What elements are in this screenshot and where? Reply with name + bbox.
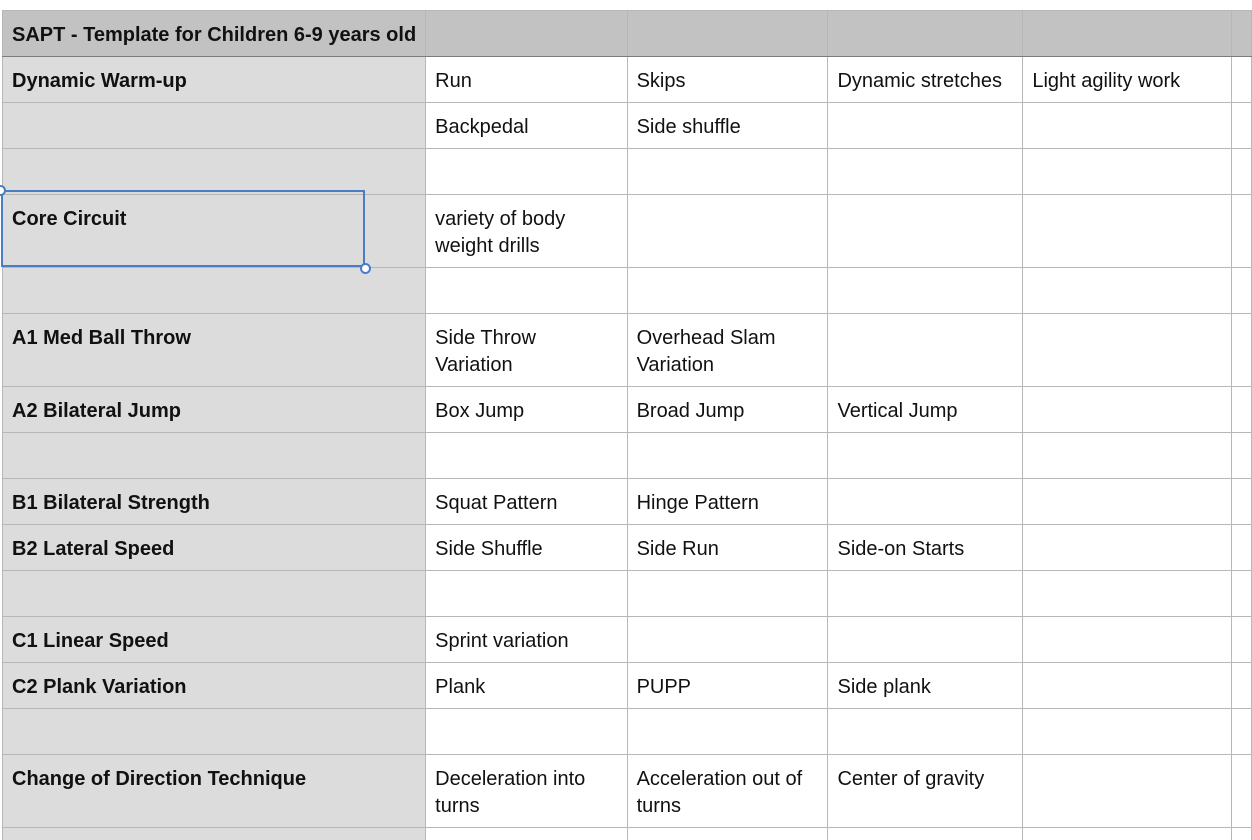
grid-cell[interactable] [426,571,627,617]
row-label-cell[interactable]: B1 Bilateral Strength [3,479,426,525]
grid-cell[interactable] [627,149,828,195]
grid-cell[interactable] [627,617,828,663]
grid-cell[interactable]: Side Run [627,525,828,571]
grid-cell[interactable] [1232,479,1252,525]
row-label-cell[interactable] [3,103,426,149]
grid-cell[interactable] [828,433,1023,479]
sheet-top-edge [0,0,1252,10]
table-row [3,479,1252,525]
grid-cell[interactable]: Skips [627,57,828,103]
grid-cell[interactable]: Acceleration out of turns [627,755,828,828]
row-label-cell[interactable]: A2 Bilateral Jump [3,387,426,433]
table-row [3,433,1252,479]
row-label-cell[interactable]: B2 Lateral Speed [3,525,426,571]
grid-cell[interactable] [627,828,828,840]
grid-cell[interactable] [1023,571,1232,617]
grid-cell[interactable]: Hinge Pattern [627,479,828,525]
grid-cell[interactable] [1232,314,1252,387]
grid-cell[interactable] [426,828,627,840]
grid-cell[interactable] [828,709,1023,755]
grid-cell[interactable] [1232,755,1252,828]
row-label-cell[interactable]: Change of Direction Technique [3,755,426,828]
grid-cell[interactable] [426,149,627,195]
grid-cell[interactable] [828,195,1023,268]
grid-cell[interactable]: Sprint variation [426,617,627,663]
grid-cell[interactable]: Squat Pattern [426,479,627,525]
grid-cell[interactable] [426,268,627,314]
grid-cell[interactable]: Plank [426,663,627,709]
grid-cell[interactable] [1232,268,1252,314]
grid-cell[interactable]: Side shuffle [627,103,828,149]
title-cell[interactable] [828,11,1023,57]
grid-cell[interactable]: Dynamic stretches [828,57,1023,103]
grid-cell[interactable]: Side Throw Variation [426,314,627,387]
grid-cell[interactable]: Side-on Starts [828,525,1023,571]
grid-cell[interactable] [1232,387,1252,433]
grid-cell[interactable] [828,314,1023,387]
grid-cell[interactable] [627,433,828,479]
grid-cell[interactable] [1023,195,1232,268]
title-cell[interactable] [627,11,828,57]
grid-cell[interactable] [828,149,1023,195]
grid-cell[interactable] [1232,195,1252,268]
grid-cell[interactable]: Vertical Jump [828,387,1023,433]
grid-cell[interactable]: Broad Jump [627,387,828,433]
grid-cell[interactable] [1023,479,1232,525]
table-row [3,571,1252,617]
grid-cell[interactable] [1232,57,1252,103]
grid-cell[interactable] [1232,663,1252,709]
grid-cell[interactable] [1023,103,1232,149]
grid-cell[interactable] [1023,314,1232,387]
table-row [3,149,1252,195]
grid-cell[interactable] [828,268,1023,314]
table-row [3,314,1252,387]
row-label-cell[interactable] [3,709,426,755]
grid-cell[interactable] [627,571,828,617]
row-label-cell[interactable]: Dynamic Warm-up [3,57,426,103]
grid-cell[interactable] [1232,525,1252,571]
table-row [3,663,1252,709]
row-label-cell[interactable] [3,828,426,840]
table-row [3,195,1252,268]
grid-cell[interactable]: Side plank [828,663,1023,709]
grid-cell[interactable]: Light agility work [1023,57,1232,103]
grid-cell[interactable] [828,479,1023,525]
grid-cell[interactable] [426,433,627,479]
grid-cell[interactable] [828,103,1023,149]
spreadsheet-grid [2,10,1252,840]
grid-cell[interactable] [828,828,1023,840]
grid-cell[interactable]: Run [426,57,627,103]
table-row [3,387,1252,433]
table-row [3,828,1252,840]
row-label-cell[interactable]: C2 Plank Variation [3,663,426,709]
row-label-cell[interactable] [3,149,426,195]
grid-cell[interactable] [1023,433,1232,479]
grid-cell[interactable] [1023,709,1232,755]
grid-cell[interactable] [1232,828,1252,840]
grid-cell[interactable]: Overhead Slam Variation [627,314,828,387]
grid-cell[interactable] [1232,433,1252,479]
row-label-cell[interactable]: A1 Med Ball Throw [3,314,426,387]
table-row [3,268,1252,314]
row-label-cell-selected[interactable]: Core Circuit [3,195,426,268]
grid-cell[interactable]: Side Shuffle [426,525,627,571]
grid-cell[interactable] [1023,617,1232,663]
grid-cell[interactable]: Backpedal [426,103,627,149]
grid-cell[interactable] [1232,571,1252,617]
grid-cell[interactable] [627,709,828,755]
table-row [3,525,1252,571]
grid-cell[interactable]: variety of body weight drills [426,195,627,268]
table-row [3,57,1252,103]
grid-cell[interactable] [1023,149,1232,195]
grid-cell[interactable] [828,617,1023,663]
grid-cell[interactable] [1232,709,1252,755]
grid-cell[interactable]: Deceleration into turns [426,755,627,828]
row-label-cell[interactable] [3,268,426,314]
title-cell[interactable] [426,11,627,57]
table-row [3,617,1252,663]
table-row [3,755,1252,828]
sheet-title[interactable]: SAPT - Template for Children 6-9 years old [3,11,426,57]
grid-cell[interactable] [426,709,627,755]
selection-handle-bottom-right[interactable] [360,263,371,274]
grid-cell[interactable]: PUPP [627,663,828,709]
grid-cell[interactable] [828,571,1023,617]
row-label-cell[interactable] [3,571,426,617]
grid-cell[interactable] [1023,755,1232,828]
title-row [3,11,1252,57]
row-label-cell[interactable] [3,433,426,479]
grid-cell[interactable] [1023,828,1232,840]
title-cell[interactable] [1232,11,1252,57]
table-row [3,709,1252,755]
grid-cell[interactable] [627,268,828,314]
grid-cell[interactable]: Center of gravity [828,755,1023,828]
grid-cell[interactable]: Box Jump [426,387,627,433]
grid-cell[interactable] [1023,663,1232,709]
table-row [3,103,1252,149]
grid-cell[interactable] [1023,387,1232,433]
row-label-cell[interactable]: C1 Linear Speed [3,617,426,663]
grid-cell[interactable] [627,195,828,268]
grid-cell[interactable] [1023,268,1232,314]
grid-cell[interactable] [1023,525,1232,571]
grid-cell[interactable] [1232,103,1252,149]
grid-cell[interactable] [1232,149,1252,195]
title-cell[interactable] [1023,11,1232,57]
grid-cell[interactable] [1232,617,1252,663]
